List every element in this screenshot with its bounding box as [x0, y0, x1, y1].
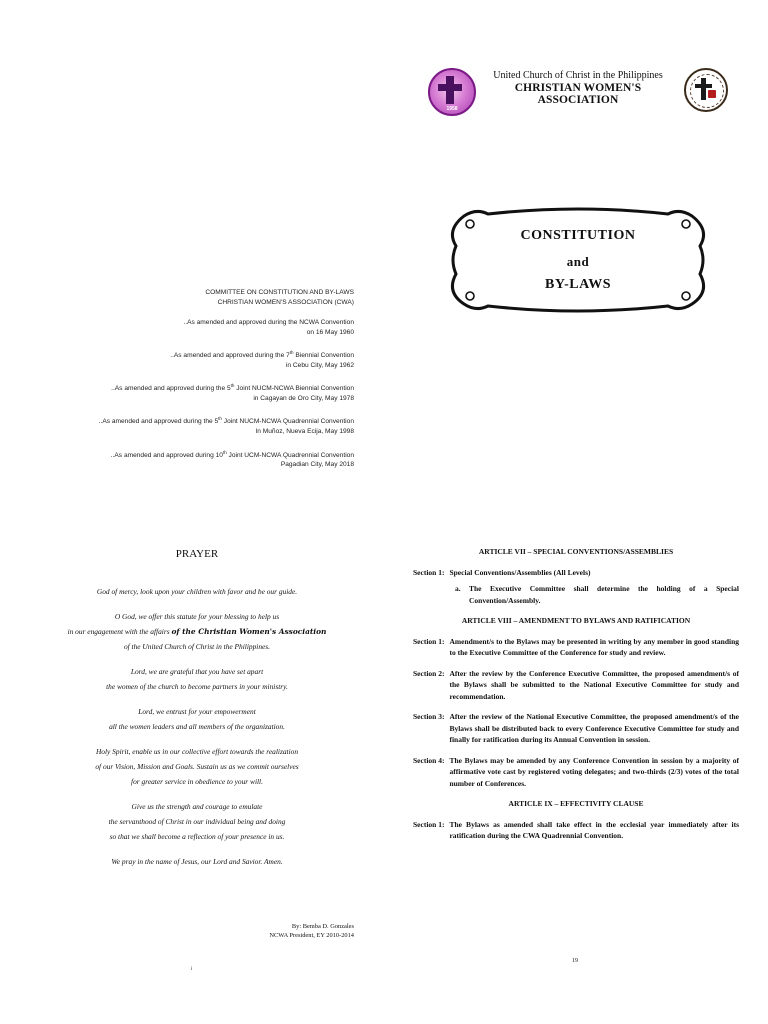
article-vii-title: ARTICLE VII – SPECIAL CONVENTIONS/ASSEMBLIES	[478, 547, 674, 556]
title-and: and	[566, 254, 590, 269]
amendment-entry: ..As amended and approved during the 7th Biennial Convention in Cebu City, May 1962	[170, 350, 354, 369]
header	[428, 66, 728, 114]
article-section: Section 1: Special Conventions/Assemblies (All Levels)	[413, 567, 591, 577]
prayer-stanza: O God, we offer this statute for your blessing to help us in our engagement with the affairs of the Christian Women's Association of the United Church of Christ in the Philippines.	[67, 612, 327, 651]
amendment-entry: ..As amended and approved during the 5th Joint NUCM-NCWA Biennial Convention in Cagayan de Oro City, May 1978	[111, 383, 354, 402]
prayer-stanza: Give us the strength and courage to emulate the servanthood of Christ in our individual being and doing so that we shall become a reflection of your presence in us.	[108, 802, 286, 841]
page-number-right: 19	[572, 958, 578, 964]
article-subsection: a. The Executive Committee shall determine the holding of a Special Convention/Assembly.	[455, 584, 739, 605]
org-name: CHRISTIAN WOMEN'S ASSOCIATION	[514, 82, 642, 106]
amendment-entry: ..As amended and approved during the 5th Joint NUCM-NCWA Quadrennial Convention In Muñoz, Nueva Ecija, May 1998	[98, 416, 354, 436]
page-number-left: i	[191, 967, 193, 972]
title-bylaws: BY-LAWS	[544, 277, 611, 292]
prayer-stanza: Holy Spirit, enable us in our collective effort towards the realization of our Vision, Mission and Goals. Sustain us as we commit ourselves for greater service in obedience to your will.	[95, 747, 299, 786]
title-frame	[448, 206, 708, 314]
org-parent-name: United Church of Christ in the Philippines	[493, 70, 663, 81]
committee-block	[40, 288, 354, 470]
cwa-logo-icon	[428, 68, 476, 116]
ucwcp-seal-icon	[684, 68, 728, 112]
committee-title: COMMITTEE ON CONSTITUTION AND BY-LAWS	[205, 289, 354, 296]
title-constitution: CONSTITUTION	[520, 228, 636, 243]
prayer-text	[40, 584, 354, 879]
logo-year: 1958	[446, 106, 458, 112]
prayer-byline: By: Bemba D. Gonzales NCWA President, EY 2010-2014	[269, 923, 354, 939]
committee-subtitle: CHRISTIAN WOMEN'S ASSOCIATION (CWA)	[217, 298, 354, 306]
bylaws-articles	[413, 546, 739, 851]
article-section: Section 2: After the review by the Conference Executive Committee, the proposed amendment/s of the Bylaws shall be submitted to the National Executive Committee for study and recommendation.	[413, 668, 739, 701]
prayer-stanza: We pray in the name of Jesus, our Lord and Savior. Amen.	[111, 857, 283, 866]
article-section: Section 1: The Bylaws as amended shall take effect in the ecclesial year immediately after its ratification during the CWA Quadrennial Convention.	[413, 819, 739, 840]
amendment-entry: ..As amended and approved during the NCWA Convention on 16 May 1960	[183, 319, 354, 336]
article-ix-title: ARTICLE IX – EFFECTIVITY CLAUSE	[508, 799, 644, 808]
prayer-title: PRAYER	[175, 548, 219, 560]
prayer-stanza: God of mercy, look upon your children with favor and be our guide.	[96, 587, 298, 596]
prayer-stanza: Lord, we are grateful that you have set apart the women of the church to become partners in your ministry.	[106, 667, 288, 691]
amendment-entry: ..As amended and approved during 10th Joint UCM-NCWA Quadrennial Convention Pagadian City, May 2018	[110, 449, 354, 469]
article-section: Section 4: The Bylaws may be amended by any Conference Convention in session by a majority of affirmative vote cast by registered voting delegates; and two-thirds (2/3) votes of the total number of Conferences.	[413, 755, 739, 788]
article-viii-title: ARTICLE VIII – AMENDMENT TO BYLAWS AND RATIFICATION	[461, 616, 691, 625]
prayer-stanza: Lord, we entrust for your empowerment all the women leaders and all members of the organization.	[109, 707, 285, 731]
article-section: Section 3: After the review of the National Executive Committee, the proposed amendment/s of the Bylaws shall be distributed back to every Conference Executive Committee for study and finally for ratification during its Annual Convention in session.	[413, 712, 739, 744]
article-section: Section 1: Amendment/s to the Bylaws may be presented in writing by any member in good standing to the Executive Committee of the Conference for study and review.	[413, 636, 739, 657]
